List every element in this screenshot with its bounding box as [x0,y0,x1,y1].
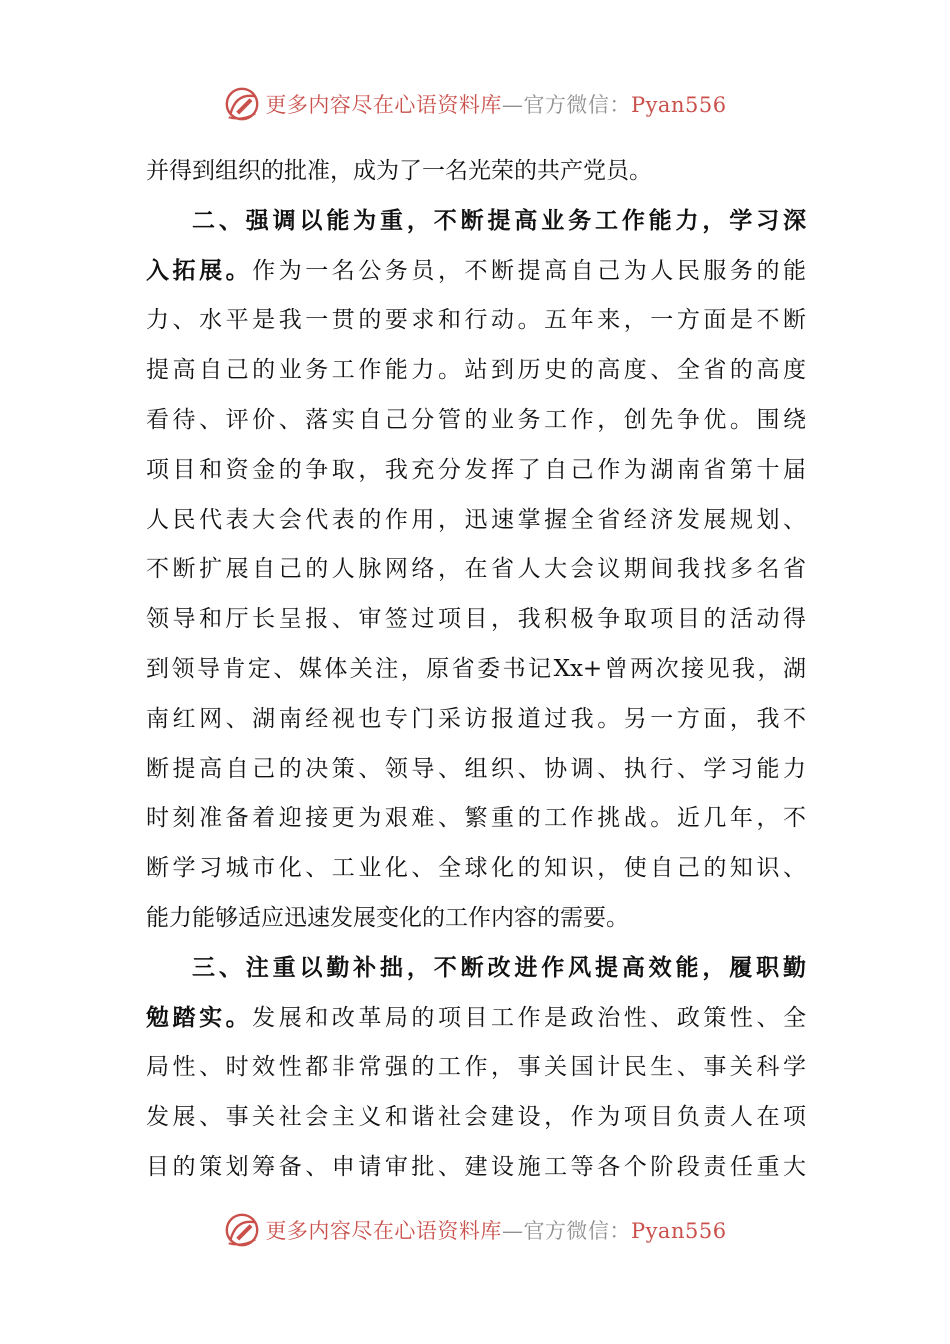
text-line: 不断扩展自己的人脉网络，在省人大会议期间我找多名省 [146,556,806,583]
text-line: 目的策划筹备、申请审批、建设施工等各个阶段责任重大 [146,1153,806,1180]
text-line: 勉踏实。发展和改革局的项目工作是政治性、政策性、全 [146,1003,806,1031]
text-line: 南红网、湖南经视也专门采访报道过我。另一方面，我不 [146,705,806,732]
text-line: 力、水平是我一贯的要求和行动。五年来，一方面是不断 [146,307,806,334]
text-line: 提高自己的业务工作能力。站到历史的高度、全省的高度 [146,357,806,384]
banner-wechat-id: Pyan556 [630,1219,727,1243]
text-line: 断学习城市化、工业化、全球化的知识，使自己的知识、 [146,855,806,882]
text-line: 领导和厅长呈报、审签过项目，我积极争取项目的活动得 [146,606,806,633]
banner-text-red: 更多内容尽在心语资料库 [265,93,502,117]
header-banner [0,84,950,124]
section-heading: 二、强调以能为重，不断提高业务工作能力，学习深 [192,206,806,234]
text-line: 时刻准备着迎接更为艰难、繁重的工作挑战。近几年，不 [146,805,806,832]
text-line: 入拓展。作为一名公务员，不断提高自己为人民服务的能 [146,256,806,284]
text-line: 项目和资金的争取，我充分发挥了自己作为湖南省第十届 [146,456,806,483]
banner-text-red: 更多内容尽在心语资料库 [265,1219,502,1243]
text-line: 到领导肯定、媒体关注，原省委书记Xx+曾两次接见我，湖 [146,655,806,682]
banner-text-grey: —官方微信： [501,93,631,117]
footer-banner [0,1210,950,1250]
banner-wechat-id: Pyan556 [630,93,727,117]
text-line: 局性、时效性都非常强的工作，事关国计民生、事关科学 [146,1054,806,1081]
text-line: 发展、事关社会主义和谐社会建设，作为项目负责人在项 [146,1104,806,1131]
banner-text [265,89,726,119]
document-body [146,146,806,1192]
pen-logo-icon [223,85,261,123]
text-line: 断提高自己的决策、领导、组织、协调、执行、学习能力 [146,755,806,782]
text-line: 看待、评价、落实自己分管的业务工作，创先争优。围绕 [146,406,806,433]
banner-text [265,1215,726,1245]
pen-logo-icon [223,1211,261,1249]
text-line: 人民代表大会代表的作用，迅速掌握全省经济发展规划、 [146,506,806,533]
banner-text-grey: —官方微信： [501,1219,631,1243]
text-line: 并得到组织的批准，成为了一名光荣的共产党员。 [146,158,652,184]
section-heading: 三、注重以勤补拙，不断改进作风提高效能，履职勤 [192,953,806,981]
text-line: 能力能够适应迅速发展变化的工作内容的需要。 [146,904,629,931]
